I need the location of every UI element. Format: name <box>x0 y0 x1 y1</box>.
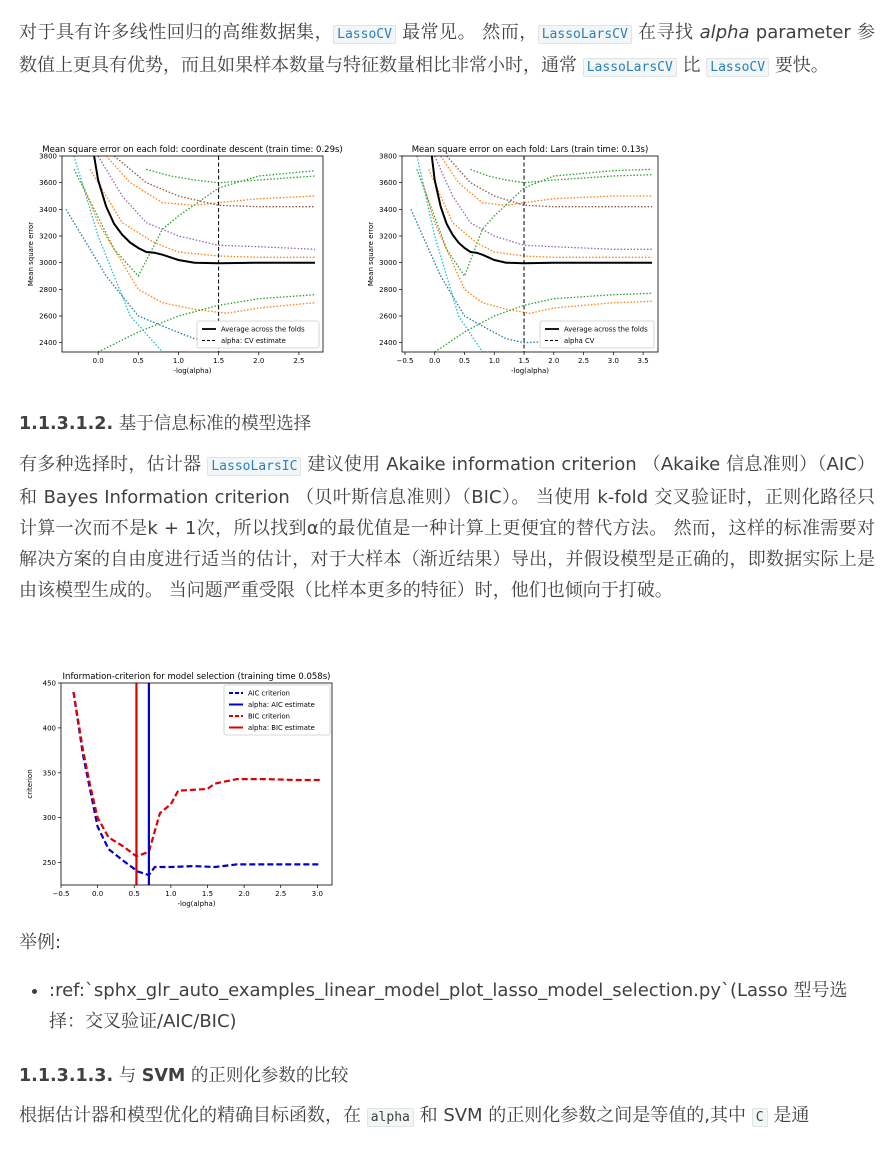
x-axis-label: -log(alpha) <box>173 367 212 375</box>
cv-figure-coordinate-descent <box>19 140 344 380</box>
y-tick-label: 3200 <box>379 232 397 241</box>
y-tick-label: 3800 <box>39 152 57 161</box>
y-tick-label: 2400 <box>39 339 57 348</box>
y-tick-label: 2400 <box>379 339 397 348</box>
y-tick-label: 400 <box>42 724 56 733</box>
y-tick-label: 3600 <box>379 179 397 188</box>
section-number: 1.1.3.1.3. <box>19 1066 114 1086</box>
y-axis-label: criterion <box>26 769 34 799</box>
examples-list <box>19 975 879 1037</box>
y-tick-label: 250 <box>42 859 56 868</box>
text: 是通 <box>767 1105 810 1126</box>
x-tick-label: 3.0 <box>311 890 323 898</box>
section-heading-ic <box>19 410 311 435</box>
legend-label: BIC criterion <box>248 712 290 721</box>
lassolarscv-code[interactable]: LassoLarsCV <box>538 25 632 44</box>
legend-label: alpha: AIC estimate <box>248 701 315 709</box>
x-tick-label: 1.0 <box>488 357 500 365</box>
text: parameter 参数值上更具有优势，而且如果样本数量与特征数量相比非常小时，通常 <box>19 22 875 76</box>
y-tick-label: 450 <box>42 679 56 688</box>
ic-chart <box>19 660 344 910</box>
lassocv-code-2[interactable]: LassoCV <box>706 58 769 77</box>
fold-line <box>471 169 653 182</box>
section-title: 的正则化参数的比较 <box>185 1066 349 1086</box>
text: 根据估计器和模型优化的精确目标函数，在 <box>19 1105 367 1126</box>
y-tick-label: 3600 <box>39 179 57 188</box>
y-axis-label: Mean square error <box>27 221 35 287</box>
x-tick-label: 1.0 <box>165 890 177 898</box>
x-tick-label: 1.5 <box>213 357 225 365</box>
lassolarsic-code[interactable]: LassoLarsIC <box>207 457 301 476</box>
chart-title: Mean square error on each fold: Lars (train time: 0.13s) <box>411 145 649 155</box>
text: 对于具有许多线性回归的高维数据集， <box>19 22 334 43</box>
text: 比 <box>676 55 707 76</box>
fold-line <box>114 156 315 207</box>
y-tick-label: 3800 <box>379 152 397 161</box>
fold-line <box>90 169 315 257</box>
lassocv-code[interactable]: LassoCV <box>333 25 396 44</box>
examples-label: 举例: <box>19 932 62 953</box>
x-tick-label: 0.5 <box>458 357 471 365</box>
x-tick-label: 2.0 <box>253 357 265 365</box>
y-tick-label: 300 <box>42 814 56 823</box>
average-line <box>432 156 652 263</box>
legend-label: alpha CV <box>564 337 595 345</box>
ic-figure <box>19 660 344 910</box>
x-tick-label: 0.0 <box>429 357 441 365</box>
chart-title: Mean square error on each fold: coordinate descent (train time: 0.29s) <box>42 145 343 155</box>
svm-paragraph <box>19 1100 875 1133</box>
y-tick-label: 3200 <box>39 232 57 241</box>
y-tick-label: 3400 <box>379 205 397 214</box>
fold-line <box>429 169 652 257</box>
text: 最常见。 然而， <box>395 22 538 43</box>
y-axis-label: Mean square error <box>367 221 375 287</box>
x-tick-label: 2.0 <box>548 357 560 365</box>
cv-chart-lars <box>360 140 670 380</box>
lassolarscv-code-2[interactable]: LassoLarsCV <box>583 58 677 77</box>
section-heading-svm <box>19 1062 348 1087</box>
y-tick-label: 3400 <box>39 205 57 214</box>
intro-paragraph <box>19 17 875 83</box>
x-axis-label: -log(alpha) <box>510 367 550 375</box>
fold-line <box>441 156 652 205</box>
y-tick-label: 350 <box>42 769 56 778</box>
section-title: 基于信息标准的模型选择 <box>113 414 312 434</box>
legend-label: alpha: CV estimate <box>221 337 286 345</box>
fold-line <box>417 169 652 276</box>
y-tick-label: 2600 <box>39 312 57 321</box>
x-tick-label: −0.5 <box>52 890 70 898</box>
x-tick-label: 0.5 <box>128 890 140 898</box>
text: 有多种选择时，估计器 <box>19 454 208 475</box>
x-tick-label: 1.0 <box>172 357 185 365</box>
text: 要快。 <box>769 55 829 76</box>
x-axis-label: -log(alpha) <box>177 900 216 908</box>
fold-line <box>74 169 315 276</box>
fold-line <box>417 156 500 352</box>
section-number: 1.1.3.1.2. <box>19 414 114 434</box>
alpha-code[interactable]: alpha <box>367 1108 414 1127</box>
fold-line <box>74 156 187 352</box>
fold-line <box>146 169 315 182</box>
x-tick-label: 3.0 <box>607 357 619 365</box>
cv-chart-coordinate-descent <box>19 140 344 380</box>
x-tick-label: 2.0 <box>238 890 250 898</box>
x-tick-label: 3.5 <box>637 357 649 365</box>
legend-label: Average across the folds <box>564 325 648 334</box>
cv-figure-lars <box>360 140 670 380</box>
x-tick-label: 0.0 <box>92 890 104 898</box>
c-code[interactable]: C <box>752 1108 768 1127</box>
section-title: 与 <box>113 1066 142 1086</box>
legend-label: AIC criterion <box>248 689 290 698</box>
y-tick-label: 2800 <box>39 285 57 294</box>
x-tick-label: 2.5 <box>578 357 590 365</box>
fold-line <box>82 183 315 314</box>
y-tick-label: 3000 <box>379 259 397 268</box>
y-tick-label: 3000 <box>39 259 57 268</box>
example-item[interactable]: • :ref:`sphx_glr_auto_examples_linear_model_plot_lasso_model_selection.py`(Lasso 型号选择：交叉验证/AIC/BIC) <box>49 975 879 1037</box>
y-tick-label: 2600 <box>379 312 397 321</box>
chart-title: Information-criterion for model selection (training time 0.058s) <box>62 672 331 682</box>
y-tick-label: 2800 <box>379 285 397 294</box>
ic-paragraph <box>19 449 875 606</box>
x-tick-label: −0.5 <box>396 357 414 365</box>
x-tick-label: 1.5 <box>518 357 530 365</box>
fold-line <box>98 156 315 249</box>
alpha-emphasis: alpha <box>699 22 750 43</box>
fold-line <box>106 156 315 205</box>
section-title-svm: SVM <box>141 1066 186 1086</box>
x-tick-label: 0.5 <box>132 357 144 365</box>
fold-line <box>423 183 652 314</box>
x-tick-label: 2.5 <box>293 357 305 365</box>
x-tick-label: 1.5 <box>201 890 214 898</box>
legend-label: Average across the folds <box>221 325 305 334</box>
x-tick-label: 2.5 <box>275 890 287 898</box>
x-tick-label: 0.0 <box>92 357 104 365</box>
text: 在寻找 <box>631 22 700 43</box>
legend-label: alpha: BIC estimate <box>248 724 315 732</box>
text: 建议使用 Akaike information criterion （Akaike 信息准则）（AIC）和 Bayes Information criterion （贝叶斯信息准则）（BIC）。 当使用 k-fold 交叉验证时，正则化路径只计算一次而不是k + 1次，所以找到α的最优值是一种计算上更便宜的替代方法。 然而，这样的标准需要对解决方案的自由度进行适当的估计，对于大样本（渐近结果）导出，并假设模型是正确的，即数据实际上是由该模型生成的。 当问题严重受限（比样本更多的特征）时，他们也倾向于打破。 <box>19 454 875 601</box>
text: 和 SVM 的正则化参数之间是等值的,其中 <box>413 1105 752 1126</box>
